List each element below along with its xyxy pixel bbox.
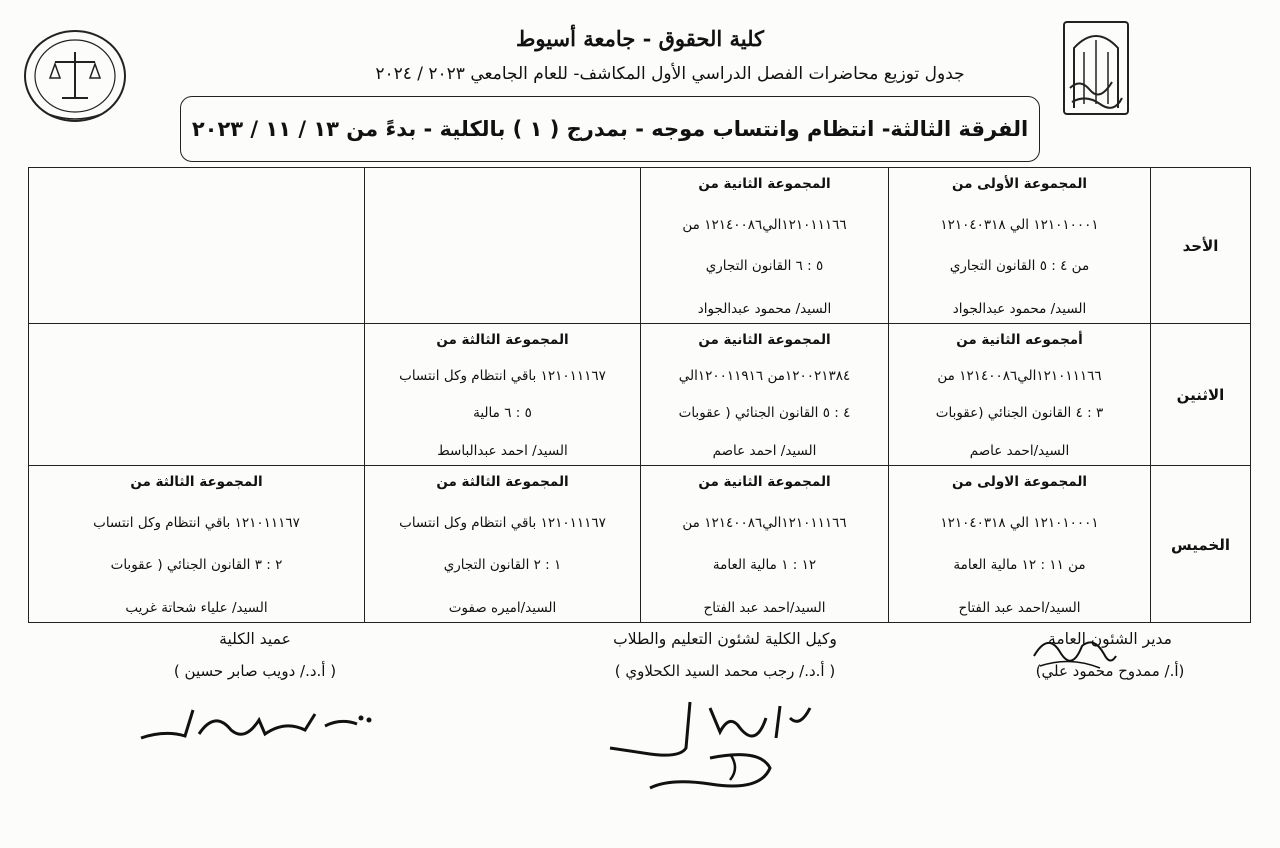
time-and-subject: ٣ : ٤ القانون الجنائي (عقوبات	[935, 404, 1104, 421]
time-and-subject: من ١١ : ١٢ مالية العامة	[953, 556, 1086, 573]
time-and-subject: ١ : ٢ القانون التجاري	[443, 556, 562, 573]
lecture-slot-cell	[365, 466, 641, 623]
group-label: المجموعة الثانية من	[698, 474, 831, 490]
schedule-subtitle: جدول توزيع محاضرات الفصل الدراسي الأول المكاشف- للعام الجامعي ٢٠٢٣ / ٢٠٢٤	[375, 64, 965, 84]
lecture-slot-cell	[365, 324, 641, 466]
teacher-name: السيد/احمد عبد الفتاح	[703, 599, 826, 616]
student-id-range: ١٢١٠١٠٠٠١ الي ١٢١٠٤٠٣١٨	[940, 216, 1099, 233]
dean-name: ( أ.د./ دويب صابر حسين )	[173, 662, 337, 680]
time-and-subject: ٢ : ٣ القانون الجنائي ( عقوبات	[110, 556, 283, 573]
dean-title: عميد الكلية	[219, 630, 291, 648]
student-id-range: ١٢١٠١١١٦٧ باقي انتظام وكل انتساب	[399, 515, 606, 532]
lecture-slot-cell	[29, 168, 365, 324]
teacher-name: السيد/اميره صفوت	[448, 599, 557, 616]
signature-dean	[130, 630, 380, 680]
lecture-slot-cell	[29, 466, 365, 623]
day-cell: الاثنين	[1151, 324, 1251, 466]
lecture-slot-cell	[889, 324, 1151, 466]
time-and-subject: ٥ : ٦ مالية	[473, 404, 532, 421]
student-id-range: ١٢١٠١١١٦٦الي١٢١٤٠٠٨٦ من	[682, 216, 847, 233]
signature-vice-dean	[580, 630, 870, 680]
time-and-subject: ١٢ : ١ مالية العامة	[712, 556, 817, 573]
lecture-slot-cell	[365, 168, 641, 324]
group-label: المجموعة الثانية من	[698, 332, 831, 348]
schedule-row	[29, 324, 1251, 466]
student-id-range: ١٢١٠١١١٦٧ باقي انتظام وكل انتساب	[399, 368, 606, 385]
vice-dean-handwritten-signature	[590, 688, 840, 798]
manager-handwritten-signature	[1030, 626, 1120, 676]
teacher-name: السيد/ محمود عبدالجواد	[697, 300, 832, 317]
group-label: المجموعة الثالثة من	[436, 474, 569, 490]
vice-dean-title: وكيل الكلية لشئون التعليم والطلاب	[613, 630, 837, 648]
student-id-range: ١٢١٠١١١٦٦الي١٢١٤٠٠٨٦ من	[937, 368, 1102, 385]
group-label: المجموعة الاولى من	[951, 474, 1088, 490]
vice-dean-name: ( أ.د./ رجب محمد السيد الكحلاوي )	[614, 662, 836, 680]
student-id-range: ١٢١٠١٠٠٠١ الي ١٢١٠٤٠٣١٨	[940, 515, 1099, 532]
lecture-slot-cell	[889, 168, 1151, 324]
boxed-title-text: الفرقة الثالثة- انتظام وانتساب موجه - بمدرج ( ١ ) بالكلية - بدءً من ١٣ / ١١ / ٢٠٢٣	[191, 117, 1029, 141]
lecture-slot-cell	[641, 466, 889, 623]
day-cell: الخميس	[1151, 466, 1251, 623]
teacher-name: السيد/ احمد عبدالباسط	[437, 442, 568, 459]
time-and-subject: من ٤ : ٥ القانون التجاري	[949, 257, 1090, 274]
teacher-name: السيد/ احمد عاصم	[712, 442, 817, 459]
boxed-title	[180, 96, 1040, 162]
lecture-slot-cell	[641, 324, 889, 466]
student-id-range: ١٢١٠١١١٦٦الي١٢١٤٠٠٨٦ من	[682, 515, 847, 532]
time-and-subject: ٥ : ٦ القانون التجاري	[705, 257, 824, 274]
teacher-name: السيد/ محمود عبدالجواد	[952, 300, 1087, 317]
time-and-subject: ٤ : ٥ القانون الجنائي ( عقوبات	[678, 404, 851, 421]
group-label: المجموعة الثالثة من	[436, 332, 569, 348]
student-id-range: ١٢١٠١١١٦٧ باقي انتظام وكل انتساب	[93, 515, 300, 532]
dean-handwritten-signature	[135, 690, 375, 750]
day-cell: الأحد	[1151, 168, 1251, 324]
lecture-slot-cell	[889, 466, 1151, 623]
schedule-row	[29, 168, 1251, 324]
schedule-table	[28, 167, 1251, 623]
student-id-range: ١٢٠٠٢١٣٨٤من ١٢٠٠١١٩١٦الي	[678, 368, 851, 385]
manager-name: (أ./ ممدوح محمود علي)	[1035, 662, 1185, 680]
group-label: أمجموعه الثانية من	[956, 332, 1083, 348]
lecture-slot-cell	[641, 168, 889, 324]
manager-title: مدير الشئون العامة	[1048, 630, 1172, 648]
schedule-row	[29, 466, 1251, 623]
lecture-slot-cell	[29, 324, 365, 466]
group-label: المجموعة الثانية من	[698, 176, 831, 192]
teacher-name: السيد/ علياء شحاتة غريب	[125, 599, 268, 616]
teacher-name: السيد/احمد عاصم	[969, 442, 1070, 459]
teacher-name: السيد/احمد عبد الفتاح	[958, 599, 1081, 616]
group-label: المجموعة الثالثة من	[130, 474, 263, 490]
faculty-title: كلية الحقوق - جامعة أسيوط	[515, 26, 765, 51]
group-label: المجموعة الأولى من	[951, 176, 1088, 192]
